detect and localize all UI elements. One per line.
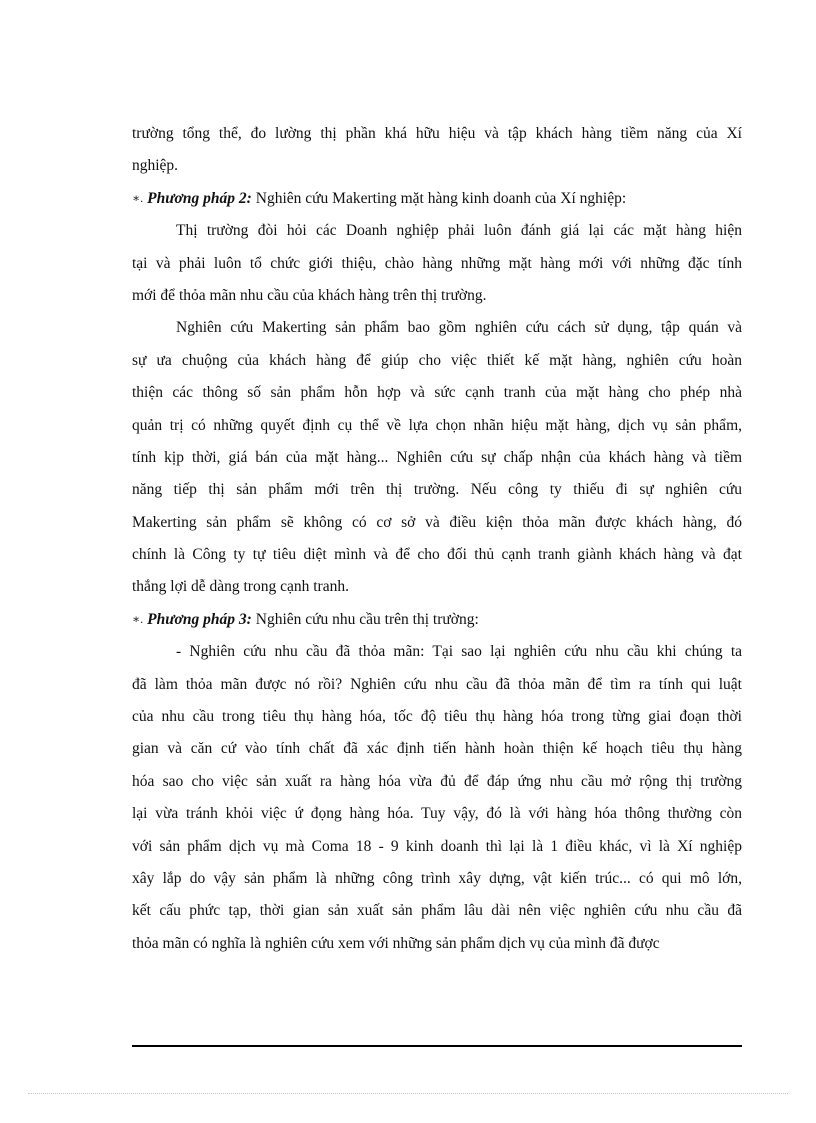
text-line: tại và phải luôn tổ chức giới thiệu, chào hàng những mặt hàng mới với những đặc tính — [132, 254, 742, 272]
text-line: - Nghiên cứu nhu cầu đã thỏa mãn: Tại sao lại nghiên cứu nhu cầu khi chúng ta — [176, 643, 742, 661]
heading-text: Nghiên cứu Makerting mặt hàng kinh doanh của Xí nghiệp: — [255, 189, 627, 207]
heading-text: Nghiên cứu nhu cầu trên thị trường: — [255, 610, 479, 628]
bullet-icon: ∗. — [132, 190, 144, 205]
text-line: kết cấu phức tạp, thời gian sản xuất sản phẩm lâu dài nên việc nghiên cứu nhu cầu đã — [132, 902, 742, 920]
text-line: sự ưa chuộng của khách hàng để giúp cho việc thiết kế mặt hàng, nghiên cứu hoàn — [132, 351, 742, 369]
text-line: nghiệp. — [132, 157, 179, 175]
text-line: gian và căn cứ vào tính chất đã xác định tiến hành hoàn thiện kế hoạch tiêu thụ hàng — [132, 740, 742, 758]
text-line: Makerting sản phẩm sẽ không có cơ sở và điều kiện thỏa mãn được khách hàng, đó — [132, 513, 742, 531]
text-line: mới để thỏa mãn nhu cầu của khách hàng trên thị trường. — [132, 286, 487, 304]
text-line: Nghiên cứu Makerting sản phẩm bao gồm nghiên cứu cách sử dụng, tập quán và — [176, 319, 742, 337]
text-line: chính là Công ty tự tiêu diệt mình và để cho đối thủ cạnh tranh giành khách hàng và đạt — [132, 546, 742, 564]
text-line: năng tiếp thị sản phẩm mới trên thị trường. Nếu công ty thiếu đi sự nghiên cứu — [132, 481, 742, 499]
text-line: Thị trường đòi hỏi các Doanh nghiệp phải luôn đánh giá lại các mặt hàng hiện — [176, 222, 742, 240]
page-edge-dotted-line — [28, 1093, 788, 1094]
footer-rule — [132, 1045, 742, 1047]
text-line: đã làm thỏa mãn được nó rồi? Nghiên cứu nhu cầu đã thỏa mãn để tìm ra tính qui luật — [132, 675, 742, 693]
text-line: tính kịp thời, giá bán của mặt hàng... Nghiên cứu sự chấp nhận của khách hàng và tiềm — [132, 448, 742, 466]
section-heading — [132, 604, 742, 636]
heading-title: Phương pháp 2: — [147, 189, 252, 207]
text-line: thỏa mãn có nghĩa là nghiên cứu xem với những sản phẩm dịch vụ của mình đã được — [132, 934, 660, 952]
text-line: trường tổng thể, đo lường thị phần khá hữu hiệu và tập khách hàng tiềm năng của Xí — [132, 125, 742, 142]
text-line: thiện các thông số sản phẩm hỗn hợp và sức cạnh tranh của mặt hàng cho phép nhà — [132, 384, 742, 402]
text-line: thắng lợi dễ dàng trong cạnh tranh. — [132, 578, 349, 596]
text-line: quản trị có những quyết định cụ thể về lựa chọn nhãn hiệu mặt hàng, dịch vụ sản phẩm, — [132, 416, 742, 434]
body-text — [132, 118, 742, 960]
text-line: của nhu cầu trong tiêu thụ hàng hóa, tốc độ tiêu thụ hàng hóa trong từng giai đoạn thời — [132, 708, 742, 726]
bullet-icon: ∗. — [132, 611, 144, 626]
text-line: lại vừa tránh khỏi việc ứ đọng hàng hóa. Tuy vậy, đó là với hàng hóa thông thường còn — [132, 805, 742, 823]
text-line: với sản phẩm dịch vụ mà Coma 18 - 9 kinh doanh thì lại là 1 điều khác, vì là Xí nghiệp — [132, 837, 742, 855]
section-heading — [132, 183, 742, 215]
heading-title: Phương pháp 3: — [147, 610, 252, 628]
text-line: xây lắp do vậy sản phẩm là những công trình xây dựng, vật kiến trúc... có qui mô lớn, — [132, 869, 742, 887]
text-line: hóa sao cho việc sản xuất ra hàng hóa vừa đủ để đáp ứng nhu cầu mở rộng thị trường — [132, 772, 742, 790]
